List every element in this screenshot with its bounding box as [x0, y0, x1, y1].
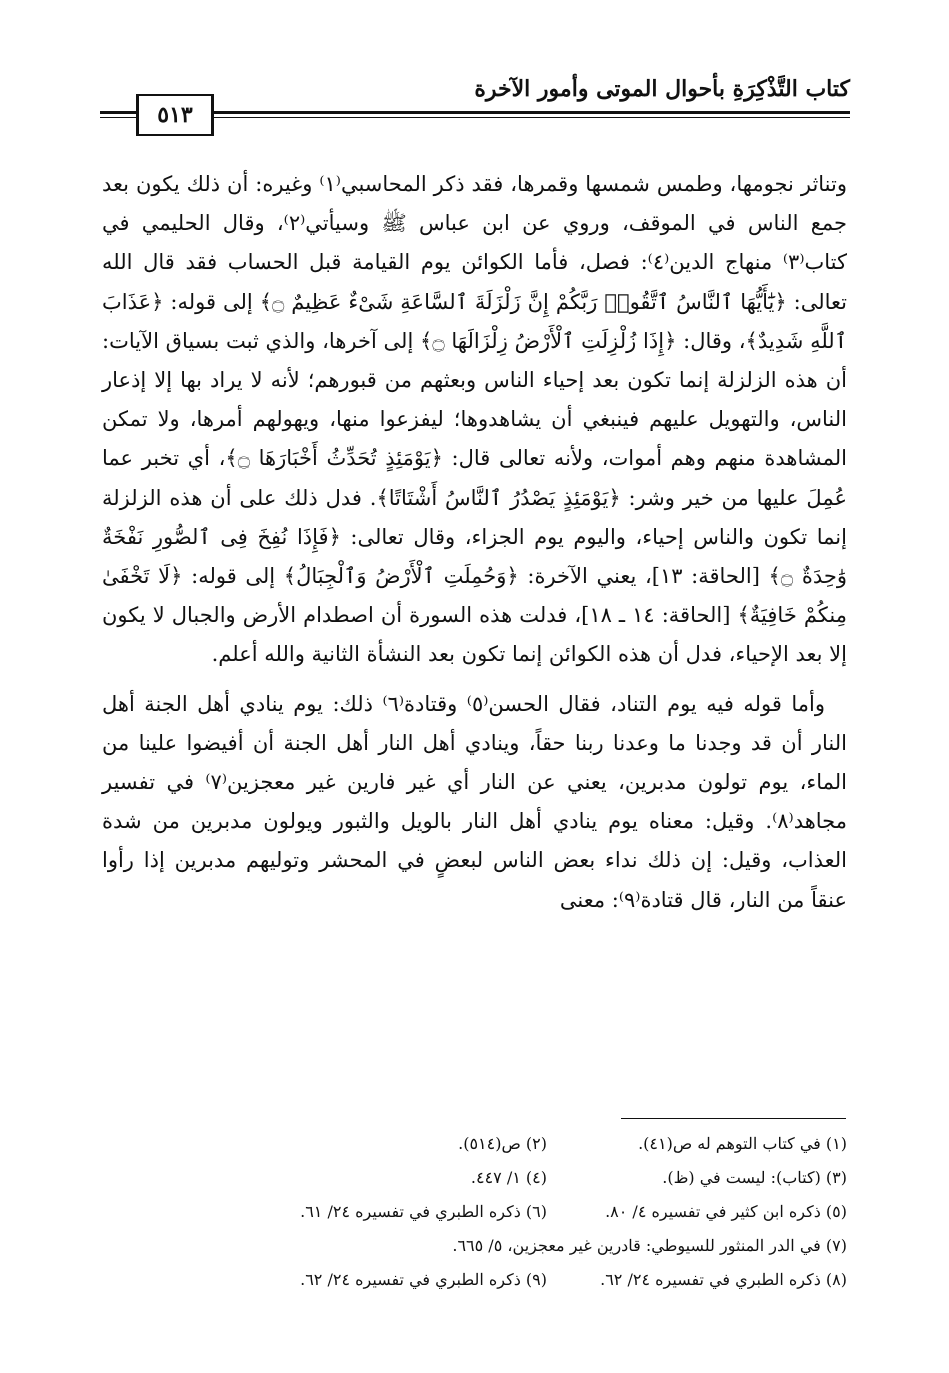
running-title: كتاب التَّذْكِرَةِ بأحوال الموتى وأمور الآخرة: [474, 76, 850, 102]
page-number: ٥١٣: [136, 94, 214, 136]
footnote-row: [102, 1195, 847, 1229]
footnote-9: (٩) ذكره الطبري في تفسيره ٢٤/ ٦٢.: [300, 1270, 547, 1289]
footnote-row: [102, 1263, 847, 1297]
footnote-4: (٤) ١/ ٤٤٧.: [470, 1168, 547, 1187]
header-rule-left-thin: [100, 117, 136, 118]
footnote-6: (٦) ذكره الطبري في تفسيره ٢٤/ ٦١.: [300, 1202, 547, 1221]
header-rule-thick: [210, 111, 850, 114]
footnote-2: (٢) ص(٥١٤).: [458, 1134, 547, 1153]
footnote-separator: [621, 1118, 846, 1119]
header-rule-thin: [210, 117, 850, 118]
page-header: [100, 70, 850, 130]
footnote-row: [102, 1229, 847, 1263]
main-text: [102, 165, 847, 920]
paragraph-2: وأما قوله فيه يوم التناد، فقال الحسن⁽٥⁾ وقتادة⁽٦⁾ ذلك: يوم ينادي أهل الجنة أهل النار أن قد وجدنا ما وعدنا ربنا حقاً، وينادي أهل النار أهل الجنة أن أفيضوا علينا من الماء، يوم تولون مدبرين، يعني عن النار أي غير فارين غير معجزين⁽٧⁾ في تفسير مجاهد⁽٨⁾. وقيل: معناه يوم ينادي أهل النار بالويل والثبور ويولون مدبرين من شدة العذاب، وقيل: إن ذلك نداء بعض الناس لبعضٍ في المحشر وتوليهم مدبرين إذا رأوا عنقاً من النار، قال قتادة⁽٩⁾: معنى: [102, 691, 847, 912]
footnote-3: (٣) (كتاب): ليست في (ظ).: [662, 1168, 847, 1187]
paragraph-1: وتناثر نجومها، وطمس شمسها وقمرها، فقد ذكر المحاسبي⁽١⁾ وغيره: أن ذلك يكون بعد جمع الناس في الموقف، وروي عن ابن عباس ﷺ وسيأتي⁽٢⁾، وقال الحليمي في كتاب⁽٣⁾ منهاج الدين⁽٤⁾: فصل، فأما الكوائن يوم القيامة قبل الحساب فقد قال الله تعالى: ﴿يَٰٓأَيُّهَا ٱلنَّاسُ ٱتَّقُوا۟ رَبَّكُمْ إِنَّ زَلْزَلَةَ ٱلسَّاعَةِ شَىْءٌ عَظِيمٌ ۝﴾ إلى قوله: ﴿عَذَابَ ٱللَّهِ شَدِيدٌ﴾، وقال: ﴿إِذَا زُلْزِلَتِ ٱلْأَرْضُ زِلْزَالَهَا ۝﴾ إلى آخرها، والذي ثبت بسياق الآيات: أن هذه الزلزلة إنما تكون بعد إحياء الناس وبعثهم من قبورهم؛ لأنه لا يراد بها إلا إذعار الناس، والتهويل عليهم فينبغي أن يشاهدوها؛ ليفزعوا منها، ويهولهم أمرها، ولا تمكن المشاهدة منهم وهم أموات، ولأنه تعالى قال: ﴿يَوْمَئِذٍ تُحَدِّثُ أَخْبَارَهَا ۝﴾، أي تخبر عما عُمِلَ عليها من خير وشر: ﴿يَوْمَئِذٍ يَصْدُرُ ٱلنَّاسُ أَشْتَاتًا﴾. فدل ذلك على أن هذه الزلزلة إنما تكون والناس إحياء، واليوم يوم الجزاء، وقال تعالى: ﴿فَإِذَا نُفِخَ فِى ٱلصُّورِ نَفْخَةٌ وَٰحِدَةٌ ۝﴾ [الحاقة: ١٣]، يعني الآخرة: ﴿وَحُمِلَتِ ٱلْأَرْضُ وَٱلْجِبَالُ﴾ إلى قوله: ﴿لَا تَخْفَىٰ مِنكُمْ خَافِيَةٌ﴾ [الحاقة: ١٤ ـ ١٨]، فدلت هذه السورة أن اصطدام الأرض والجبال لا يكون إلا بعد الإحياء، فدل أن هذه الكوائن إنما تكون بعد النشأة الثانية والله أعلم.: [102, 172, 848, 667]
header-rule-left-thick: [100, 111, 136, 114]
footnote-row: [102, 1127, 847, 1161]
footnotes: [102, 1127, 847, 1297]
footnote-5: (٥) ذكره ابن كثير في تفسيره ٤/ ٨٠.: [605, 1202, 847, 1221]
footnote-row: [102, 1161, 847, 1195]
footnote-7: (٧) في الدر المنثور للسيوطي: قادرين غير معجزين، ٥/ ٦٦٥.: [452, 1236, 847, 1255]
footnote-8: (٨) ذكره الطبري في تفسيره ٢٤/ ٦٢.: [600, 1270, 847, 1289]
footnote-1: (١) في كتاب التوهم له ص(٤١).: [638, 1134, 847, 1153]
